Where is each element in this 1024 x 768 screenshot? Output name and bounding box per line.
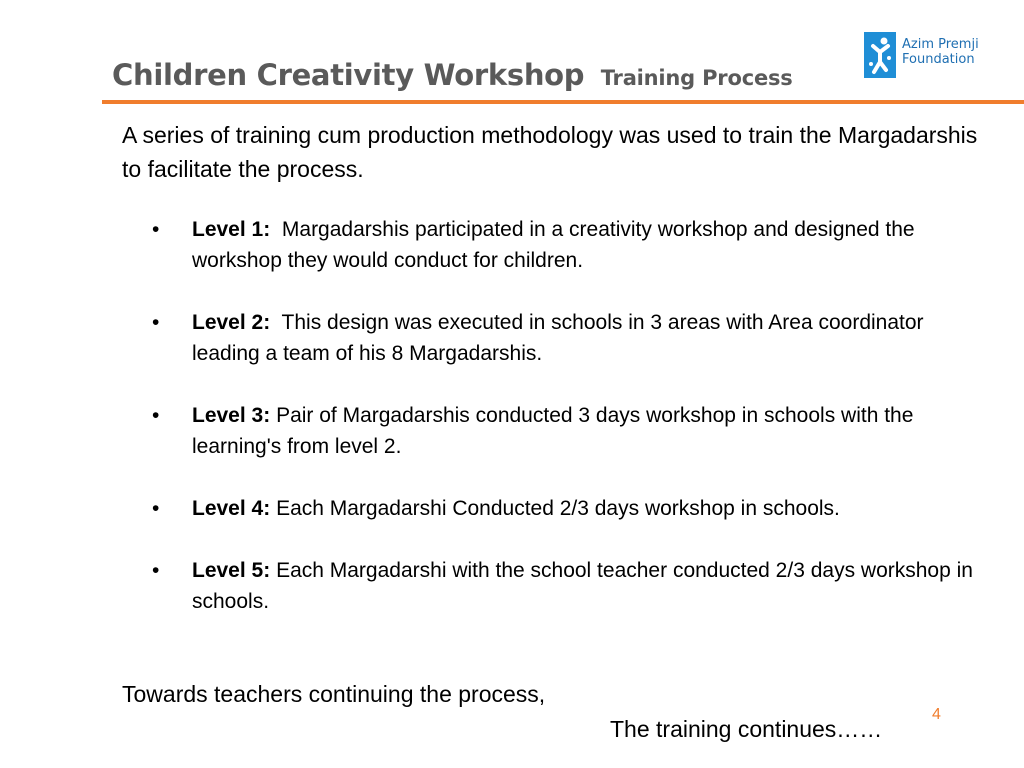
level-item-4 <box>152 493 982 524</box>
level-text: Pair of Margadarshis conducted 3 days workshop in schools with the learning's from level 2. <box>192 404 914 458</box>
level-text: This design was executed in schools in 3 areas with Area coordinator leading a team of his 8 Margadarshis. <box>192 311 924 365</box>
bullet: • <box>152 311 160 334</box>
level-item-5 <box>152 555 982 617</box>
level-label: Level 5: <box>192 559 271 582</box>
page-number: 4 <box>932 706 941 723</box>
level-item-2 <box>152 307 982 369</box>
logo-wordmark <box>902 37 979 67</box>
level-item-3 <box>152 400 982 462</box>
level-item-1 <box>152 214 982 276</box>
level-text: Each Margadarshi with the school teacher conducted 2/3 days workshop in schools. <box>192 559 973 613</box>
levels-list <box>152 214 982 648</box>
slide-title-main: Children Creativity Workshop <box>112 58 585 92</box>
level-text: Margadarshis participated in a creativity workshop and designed the workshop they would conduct for children. <box>192 218 915 272</box>
azim-premji-logo <box>864 32 984 82</box>
level-label: Level 3: <box>192 404 271 427</box>
bullet: • <box>152 559 160 582</box>
level-text: Each Margadarshi Conducted 2/3 days workshop in schools. <box>276 497 840 520</box>
title-underline <box>102 100 1024 104</box>
intro-paragraph: A series of training cum production methodology was used to train the Margadarshis to facilitate the process. <box>122 122 978 182</box>
slide-title-subtitle: Training Process <box>600 66 793 90</box>
bullet: • <box>152 404 160 427</box>
bullet: • <box>152 497 160 520</box>
logo-line-2: Foundation <box>902 52 975 67</box>
level-label: Level 2: <box>192 311 271 334</box>
closing-line-1: Towards teachers continuing the process, <box>122 681 546 707</box>
level-label: Level 1: <box>192 218 271 241</box>
level-label: Level 4: <box>192 497 271 520</box>
closing-line-2: The training continues…… <box>610 716 883 742</box>
logo-line-1: Azim Premji <box>902 37 979 52</box>
bullet: • <box>152 218 160 241</box>
logo-figure-icon <box>864 32 896 78</box>
slide-title <box>112 58 793 92</box>
